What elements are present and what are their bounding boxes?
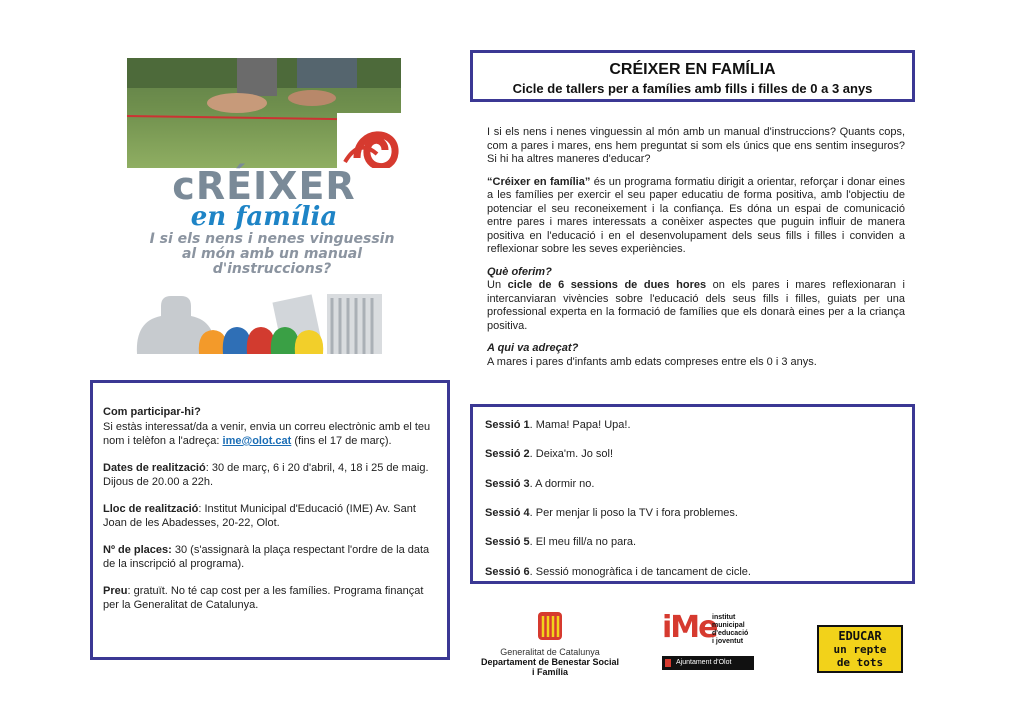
price-label: Preu	[103, 584, 128, 597]
title-box	[470, 50, 915, 102]
session-label: Sessió 4	[485, 507, 530, 519]
poster-photo	[127, 58, 401, 168]
colored-figures-icon	[199, 327, 323, 354]
poster-image	[127, 58, 401, 354]
offer-text: on els pares i mares reflexionaran i intercanviaran vivències sobre l'educació dels seus fills i filles, guiats per una professional experta en la formació de famílies que els donarà eines per a la criança positiva.	[487, 279, 905, 332]
seats-text: 30 (s'assignarà la plaça respectant l'ordre de la data de la inscripció al programa).	[103, 543, 430, 570]
program-paragraph	[487, 176, 905, 257]
ime-line3: d'educació	[712, 630, 749, 637]
poster-title: cRÉIXER	[172, 164, 356, 208]
body-text	[487, 126, 905, 378]
ime-bar: Ajuntament d'Olot	[662, 656, 754, 670]
educar-line2: un repte	[833, 643, 887, 656]
email-link[interactable]: ime@olot.cat	[222, 435, 292, 447]
offer-section	[487, 266, 905, 334]
session-text: . A dormir no.	[529, 478, 595, 490]
ime-line2: municipal	[712, 622, 745, 629]
dates-text: : 30 de març, 6 i 20 d'abril, 4, 18 i 25 de maig. Dijous de 20.00 a 22h.	[103, 461, 429, 488]
session-label: Sessió 5	[485, 536, 530, 548]
session-label: Sessió 3	[485, 478, 530, 490]
educar-logo	[817, 625, 903, 673]
session-text: . El meu fill/a no para.	[529, 536, 637, 548]
generalitat-logo	[470, 610, 630, 680]
info-box	[90, 380, 450, 660]
offer-bold: cicle de 6 sessions de dues hores	[507, 279, 707, 291]
offer-prefix: Un	[487, 279, 508, 291]
session-item	[485, 478, 594, 490]
generalitat-department-cont: i Família	[531, 667, 568, 677]
ime-line1: institut	[712, 614, 736, 621]
session-item	[485, 419, 631, 431]
generalitat-department: Departament de Benestar Social	[480, 657, 620, 667]
session-item	[485, 536, 636, 548]
participate-text: Si estàs interessat/da a venir, envia un correu electrònic amb el teu nom i telèfon a l'adreça:	[103, 420, 431, 447]
participate-suffix: (fins el 17 de març).	[291, 435, 392, 447]
session-label: Sessió 2	[485, 448, 530, 460]
place-label: Lloc de realització	[103, 502, 199, 515]
audience-text: A mares i pares d'infants amb edats compreses entre els 0 i 3 anys.	[487, 355, 817, 368]
educar-line1: EDUCAR	[838, 629, 882, 643]
price-text: : gratuït. No té cap cost per a les famílies. Programa finançat per la Generalitat de Catalunya.	[103, 584, 424, 611]
olot-emblem-icon	[665, 659, 671, 667]
ime-line4: i joventut	[712, 638, 744, 645]
seats-label: Nº de places:	[103, 543, 172, 556]
page-subtitle: Cicle de tallers per a famílies amb fills i filles de 0 a 3 anys	[512, 81, 873, 96]
session-text: . Mama! Papa! Upa!.	[529, 419, 631, 431]
audience-section	[487, 342, 905, 369]
seats-section	[103, 543, 433, 572]
place-section	[103, 502, 433, 531]
page-title: CRÉIXER EN FAMÍLIA	[609, 61, 776, 78]
participate-section	[103, 405, 433, 449]
session-item	[485, 507, 738, 519]
educar-line3: de tots	[836, 656, 884, 669]
audience-heading: A qui va adreçat?	[487, 342, 579, 354]
session-text: . Per menjar li poso la TV i fora problemes.	[529, 507, 738, 519]
program-text: és un programa formatiu dirigit a orientar, reforçar i donar eines a les famílies per exercir el seu paper educatiu de forma positiva, amb l'objectiu de potenciar el seu reconeixement i la confiança. Es dóna un espai de comunicació entre pares i mares interessats a conèixer aspectes que puguin influir de manera positiva en l'educació i en el desenvolupament dels seus fills i filles i conviden a reflexionar sobre les seves experiències.	[487, 175, 905, 255]
ime-logo	[660, 608, 760, 678]
generalitat-name: Generalitat de Catalunya	[500, 647, 600, 657]
generalitat-emblem-icon	[535, 610, 565, 642]
dates-section	[103, 461, 433, 490]
sessions-box	[470, 404, 915, 584]
ime-mark: iMe	[662, 610, 717, 645]
poster-illustration	[127, 276, 401, 354]
session-label: Sessió 1	[485, 419, 530, 431]
program-name: “Créixer en família”	[487, 175, 591, 188]
offer-heading: Què oferim?	[487, 265, 552, 278]
intro-paragraph: I si els nens i nenes vinguessin al món amb un manual d'instruccions? Quants cops, com a pares i mares, ens hem preguntat si som els únics que ens sentim inseguros? Si hi ha altres maneres d'educar?	[487, 126, 905, 165]
session-label: Sessió 6	[485, 566, 530, 578]
poster-subtitle: en família	[190, 202, 338, 232]
dates-label: Dates de realització	[103, 461, 206, 474]
place-text: : Institut Municipal d'Educació (IME) Av. Sant Joan de les Abadesses, 20-22, Olot.	[103, 502, 416, 529]
price-section	[103, 584, 433, 613]
session-item	[485, 566, 751, 578]
session-item	[485, 448, 613, 460]
participate-heading: Com participar-hi?	[103, 406, 201, 418]
poster-photo-scene	[127, 58, 401, 168]
session-text: . Sessió monogràfica i de tancament de cicle.	[529, 566, 751, 578]
poster-tagline: I si els nens i nenes vinguessin al món amb un manual d'instruccions?	[149, 231, 395, 277]
session-text: . Deixa'm. Jo sol!	[529, 448, 614, 460]
